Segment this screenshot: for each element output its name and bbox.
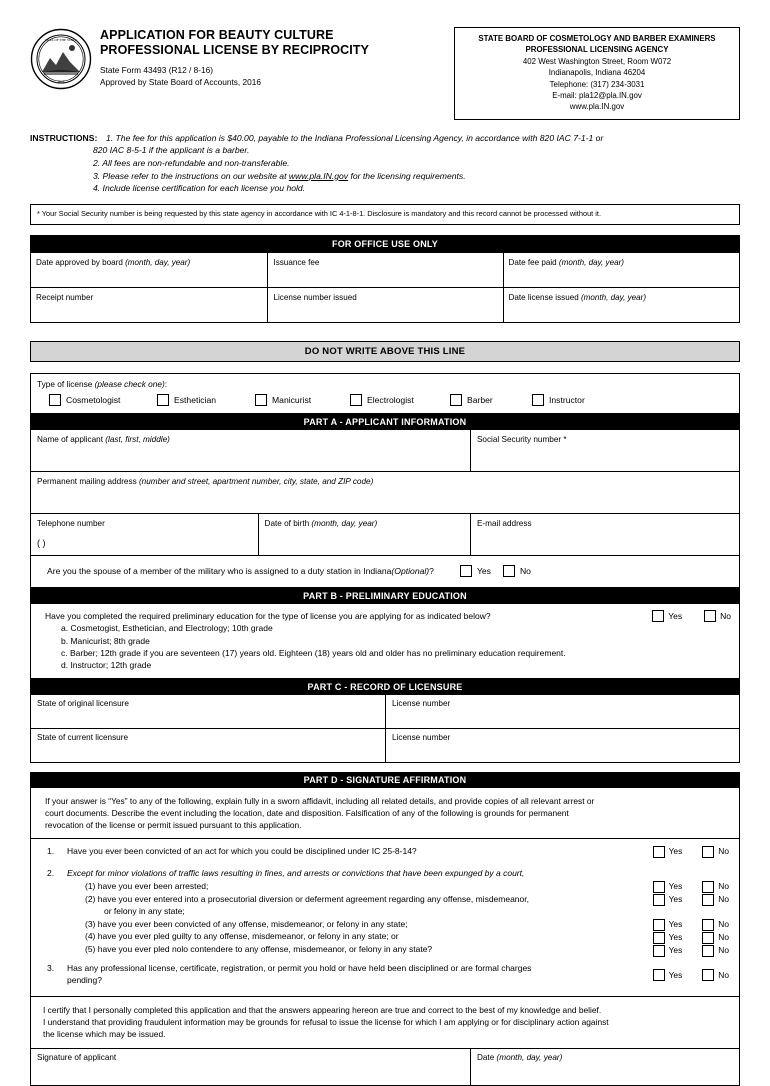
certify-line-3: the license which may be issued. xyxy=(43,1029,166,1040)
checkbox-q2-4-no[interactable] xyxy=(702,932,714,944)
agency-email: E-mail: pla12@pla.IN.gov xyxy=(552,91,642,101)
mailing-address-hint: (number and street, apartment number, city, state, and ZIP code) xyxy=(138,476,374,486)
approved-by-line: Approved by State Board of Accounts, 2016 xyxy=(100,77,261,87)
license-type-label-hint: (please check one) xyxy=(94,378,165,389)
military-yes-no xyxy=(448,565,531,577)
current-license-number-field[interactable] xyxy=(385,729,739,762)
part-d-intro-line-3: revocation of the license or permit issued pursuant to this application. xyxy=(45,820,302,831)
part-b-item-c: c. Barber; 12th grade if you are seventeen (17) years old. Eighteen (18) years old and older has no preliminary education requirement. xyxy=(61,648,566,659)
question-2-5-yes-no xyxy=(653,944,729,957)
office-use-row-2 xyxy=(31,287,739,322)
agency-telephone: Telephone: (317) 234-3031 xyxy=(549,79,645,89)
checkbox-esthetician[interactable] xyxy=(157,394,169,406)
applicant-name-label: Name of applicant xyxy=(37,434,106,444)
original-licensure-state-field[interactable] xyxy=(31,695,385,728)
instruction-item-1b: 820 IAC 8-5-1 if the applicant is a barber. xyxy=(93,145,250,156)
military-spouse-question xyxy=(31,556,739,587)
license-type-colon: : xyxy=(164,378,168,389)
telephone-field[interactable] xyxy=(31,514,258,555)
email-label: E-mail address xyxy=(476,518,532,528)
mailing-address-field[interactable] xyxy=(31,472,739,513)
instructions-label: INSTRUCTIONS: xyxy=(30,132,98,143)
part-b-item-a: a. Cosmetogist, Esthetician, and Electrology; 10th grade xyxy=(61,623,273,634)
label-q2-3-yes: Yes xyxy=(668,919,683,930)
part-d-section xyxy=(30,788,740,1086)
label-q3-no: No xyxy=(718,969,729,980)
license-option-electrologist[interactable] xyxy=(350,394,450,406)
label-q1-yes: Yes xyxy=(668,846,683,857)
checkbox-q2-1-no[interactable] xyxy=(702,881,714,893)
checkbox-q2-5-no[interactable] xyxy=(702,945,714,957)
office-use-heading: FOR OFFICE USE ONLY xyxy=(31,236,739,253)
label-military-yes: Yes xyxy=(476,566,491,577)
signature-date-label: Date xyxy=(476,1052,497,1062)
checkbox-q3-yes[interactable] xyxy=(653,969,665,981)
date-license-issued-hint: (month, day, year) xyxy=(580,292,647,302)
checkbox-cosmetologist[interactable] xyxy=(49,394,61,406)
current-licensure-state-field[interactable] xyxy=(31,729,385,762)
label-manicurist: Manicurist xyxy=(272,394,312,405)
military-question-end: ? xyxy=(429,566,434,577)
instruction-item-4: 4. Include license certification for each license you hold. xyxy=(93,183,306,194)
license-number-issued-label: License number issued xyxy=(273,292,357,302)
label-q2-1-no: No xyxy=(718,881,729,892)
label-part-b-no: No xyxy=(720,610,731,621)
label-q2-1-yes: Yes xyxy=(668,881,683,892)
question-2-2-yes-no xyxy=(653,893,729,906)
receipt-number-field[interactable] xyxy=(31,288,267,322)
part-b-yes-no xyxy=(652,610,731,622)
instruction-3-post: for the licensing requirements. xyxy=(348,170,466,181)
part-a-section xyxy=(30,430,740,588)
issuance-fee-field[interactable] xyxy=(267,253,502,287)
label-q2-3-no: No xyxy=(718,919,729,930)
title-block xyxy=(100,26,454,88)
instruction-item-1a: 1. The fee for this application is $40.00, payable to the Indiana Professional Licensing Agency, in accordance with 820 IAC 7-1-1 or xyxy=(106,132,604,143)
date-approved-field[interactable] xyxy=(31,253,267,287)
part-b-heading: PART B - PRELIMINARY EDUCATION xyxy=(30,588,740,604)
signature-row xyxy=(31,1048,739,1085)
certification-statement xyxy=(31,996,739,1048)
question-2-sub-4: (4) have you ever pled guilty to any offense, misdemeanor, or felony in any state; or xyxy=(85,931,399,942)
applicant-name-field[interactable] xyxy=(31,430,470,471)
date-license-issued-label: Date license issued xyxy=(508,292,581,302)
question-1 xyxy=(37,845,733,861)
form-title-line-2: PROFESSIONAL LICENSE BY RECIPROCITY xyxy=(100,42,370,57)
dob-label: Date of birth xyxy=(264,518,312,528)
checkbox-q2-2-yes[interactable] xyxy=(653,894,665,906)
checkbox-part-b-no[interactable] xyxy=(704,610,716,622)
label-q3-yes: Yes xyxy=(668,969,683,980)
question-2-sub-3: (3) have you ever been convicted of any offense, misdemeanor, or felony in any state; xyxy=(85,918,408,929)
checkbox-electrologist[interactable] xyxy=(350,394,362,406)
label-barber: Barber xyxy=(467,394,493,405)
checkbox-q2-2-no[interactable] xyxy=(702,894,714,906)
office-use-section xyxy=(30,235,740,323)
checkbox-manicurist[interactable] xyxy=(255,394,267,406)
question-2-sub-1: (1) have you ever been arrested; xyxy=(85,881,209,892)
license-option-barber[interactable] xyxy=(450,394,532,406)
question-2-3-yes-no xyxy=(653,918,729,931)
label-esthetician: Esthetician xyxy=(174,394,217,405)
email-field[interactable] xyxy=(470,514,739,555)
license-type-label-text: Type of license xyxy=(37,378,95,389)
applicant-name-hint: (last, first, middle) xyxy=(105,434,170,444)
instruction-3-pre: 3. Please refer to the instructions on our website at xyxy=(93,170,289,181)
license-option-instructor[interactable] xyxy=(532,394,585,406)
part-d-intro-line-2: court documents. Describe the event including the location, date and disposition. Falsification of any of the following is grounds for permanent xyxy=(45,808,569,819)
checkbox-part-b-yes[interactable] xyxy=(652,610,664,622)
certify-line-2: I understand that providing fraudulent information may be grounds for refusal to issue the license for which I am applying or for disciplinary action against xyxy=(43,1017,609,1028)
part-c-section xyxy=(30,695,740,763)
issuance-fee-label: Issuance fee xyxy=(273,257,320,267)
part-d-questions xyxy=(31,839,739,995)
telephone-value: ( ) xyxy=(37,537,46,548)
military-question-text: Are you the spouse of a member of the military who is assigned to a duty station in Indiana xyxy=(47,566,392,577)
signature-date-field[interactable] xyxy=(470,1049,739,1085)
checkbox-q2-1-yes[interactable] xyxy=(653,881,665,893)
date-fee-paid-label: Date fee paid xyxy=(508,257,559,267)
label-q2-4-no: No xyxy=(718,932,729,943)
question-2-4-yes-no xyxy=(653,931,729,944)
label-cosmetologist: Cosmetologist xyxy=(66,394,121,405)
ssn-disclosure-notice: * Your Social Security number is being requested by this state agency in accordance with IC 4-1-8-1. Disclosure is mandatory and this record cannot be processed without it. xyxy=(30,204,740,225)
date-fee-paid-field[interactable] xyxy=(503,253,739,287)
checkbox-barber[interactable] xyxy=(450,394,462,406)
license-type-options xyxy=(37,394,733,406)
agency-name-line-1: STATE BOARD OF COSMETOLOGY AND BARBER EXAMINERS xyxy=(478,34,716,43)
question-2-text: Except for minor violations of traffic laws resulting in fines, and arrests or convictions that have been expunged by a court, xyxy=(67,868,525,879)
question-3-sub: pending? xyxy=(67,975,102,986)
date-license-issued-field[interactable] xyxy=(503,288,739,322)
dob-hint: (month, day, year) xyxy=(311,518,378,528)
instructions-block xyxy=(30,132,740,195)
do-not-write-banner: DO NOT WRITE ABOVE THIS LINE xyxy=(30,341,740,362)
checkbox-military-yes[interactable] xyxy=(460,565,472,577)
label-q1-no: No xyxy=(718,846,729,857)
license-option-manicurist[interactable] xyxy=(255,394,350,406)
part-a-heading: PART A - APPLICANT INFORMATION xyxy=(30,414,740,430)
certify-line-1: I certify that I personally completed this application and that the answers appearing hereon are true and correct to the best of my knowledge and belief. xyxy=(43,1004,602,1015)
original-license-number-label: License number xyxy=(392,698,451,708)
label-q2-4-yes: Yes xyxy=(668,932,683,943)
checkbox-military-no[interactable] xyxy=(503,565,515,577)
mailing-address-label: Permanent mailing address xyxy=(37,476,139,486)
ssn-field[interactable] xyxy=(470,430,739,471)
checkbox-q2-4-yes[interactable] xyxy=(653,932,665,944)
part-b-item-b: b. Manicurist; 8th grade xyxy=(61,635,150,646)
pla-website-link[interactable]: www.pla.IN.gov xyxy=(288,170,349,181)
part-d-intro-line-1: If your answer is “Yes” to any of the following, explain fully in a sworn affidavit, including all related details, and provide copies of all relevant arrest or xyxy=(45,795,595,806)
part-b-section xyxy=(30,604,740,679)
label-q2-5-yes: Yes xyxy=(668,945,683,956)
question-2 xyxy=(37,867,733,955)
agency-name-line-2: PROFESSIONAL LICENSING AGENCY xyxy=(525,45,669,55)
question-1-text: Have you ever been convicted of an act for which you could be disciplined under IC 25-8-14? xyxy=(67,846,417,857)
question-2-sub-2: (2) have you ever entered into a prosecutorial diversion or deferment agreement regarding any offense, misdemeanor, xyxy=(85,893,529,904)
original-license-number-field[interactable] xyxy=(385,695,739,728)
label-q2-5-no: No xyxy=(718,945,729,956)
ssn-label: Social Security number * xyxy=(476,434,567,444)
receipt-number-label: Receipt number xyxy=(36,292,94,302)
instruction-item-3 xyxy=(30,170,740,183)
form-title-line-1: APPLICATION FOR BEAUTY CULTURE xyxy=(100,28,334,42)
label-part-b-yes: Yes xyxy=(668,610,683,621)
agency-address-box xyxy=(454,27,740,120)
instruction-item-2: 2. All fees are non-refundable and non-transferable. xyxy=(93,158,290,169)
question-3-number: 3. xyxy=(47,962,55,973)
checkbox-instructor[interactable] xyxy=(532,394,544,406)
agency-street: 402 West Washington Street, Room W072 xyxy=(522,56,672,66)
signature-field[interactable] xyxy=(31,1049,470,1085)
label-electrologist: Electrologist xyxy=(367,394,414,405)
office-use-row-1 xyxy=(31,253,739,287)
checkbox-q2-3-no[interactable] xyxy=(702,919,714,931)
question-3-yes-no xyxy=(653,969,729,982)
question-3 xyxy=(37,962,733,990)
form-header xyxy=(30,26,740,120)
part-b-question: Have you completed the required preliminary education for the type of license you are applying for as indicated below? xyxy=(45,610,491,621)
part-d-heading: PART D - SIGNATURE AFFIRMATION xyxy=(30,772,740,788)
svg-text:1816: 1816 xyxy=(57,80,65,84)
original-licensure-label: State of original licensure xyxy=(37,698,129,708)
question-2-1-yes-no xyxy=(653,880,729,893)
signature-label: Signature of applicant xyxy=(37,1052,117,1062)
telephone-label: Telephone number xyxy=(37,518,105,528)
state-seal-icon xyxy=(30,28,92,90)
label-military-no: No xyxy=(519,566,531,577)
part-d-intro xyxy=(31,788,739,840)
license-number-issued-field[interactable] xyxy=(267,288,502,322)
current-license-number-label: License number xyxy=(392,732,451,742)
question-2-sub-5: (5) have you ever pled nolo contendere to any offense, misdemeanor, or felony in any state? xyxy=(85,944,433,955)
label-instructor: Instructor xyxy=(549,394,585,405)
part-c-heading: PART C - RECORD OF LICENSURE xyxy=(30,679,740,695)
license-option-cosmetologist[interactable] xyxy=(49,394,157,406)
question-2-sub-2b: or felony in any state; xyxy=(104,906,185,917)
license-type-section xyxy=(30,373,740,414)
license-type-label xyxy=(37,379,733,389)
checkbox-q2-5-yes[interactable] xyxy=(653,945,665,957)
current-licensure-label: State of current licensure xyxy=(37,732,129,742)
state-form-number: State Form 43493 (R12 / 8-16) xyxy=(100,65,213,75)
checkbox-q2-3-yes[interactable] xyxy=(653,919,665,931)
signature-date-hint: (month, day, year) xyxy=(496,1052,563,1062)
question-1-yes-no xyxy=(653,845,729,858)
checkbox-q1-no[interactable] xyxy=(702,846,714,858)
checkbox-q1-yes[interactable] xyxy=(653,846,665,858)
label-q2-2-yes: Yes xyxy=(668,894,683,905)
question-1-number: 1. xyxy=(47,846,55,857)
date-approved-hint: (month, day, year) xyxy=(125,257,191,267)
label-q2-2-no: No xyxy=(718,894,729,905)
dob-field[interactable] xyxy=(258,514,470,555)
question-2-number: 2. xyxy=(47,868,55,879)
agency-website: www.pla.IN.gov xyxy=(569,102,625,112)
agency-city: Indianapolis, Indiana 46204 xyxy=(548,68,646,78)
svg-text:SEAL OF THE STATE: SEAL OF THE STATE xyxy=(45,38,77,42)
date-fee-paid-hint: (month, day, year) xyxy=(558,257,624,267)
military-question-hint: (Optional) xyxy=(391,566,430,577)
question-3-text: Has any professional license, certificate, registration, or permit you hold or have held been disciplined or are formal charges xyxy=(67,962,532,973)
part-b-item-d: d. Instructor; 12th grade xyxy=(61,660,152,671)
checkbox-q3-no[interactable] xyxy=(702,969,714,981)
license-option-esthetician[interactable] xyxy=(157,394,255,406)
date-approved-label: Date approved by board xyxy=(36,257,126,267)
